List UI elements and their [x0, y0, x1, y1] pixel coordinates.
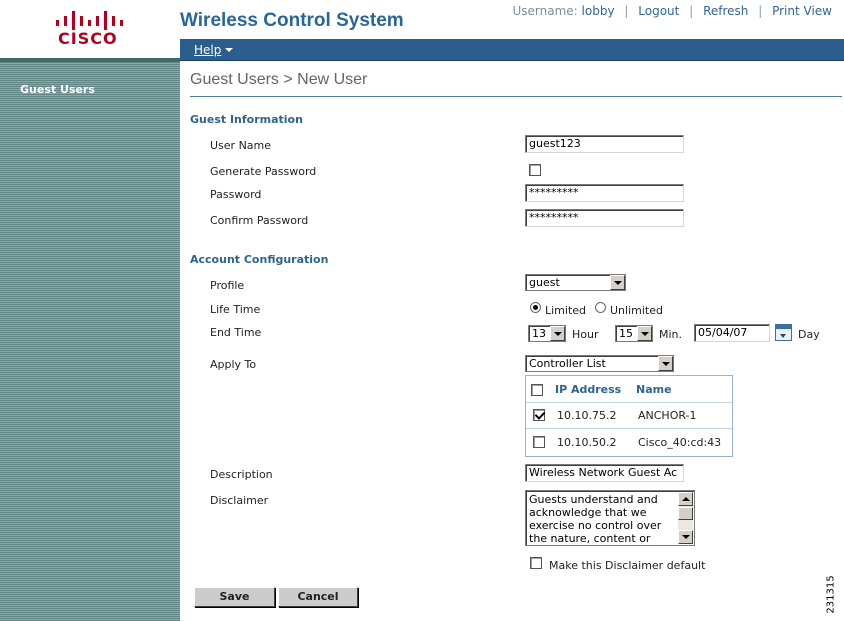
lifetime-label: Life Time: [210, 303, 261, 316]
description-input[interactable]: Wireless Network Guest Ac: [525, 464, 684, 482]
cancel-button[interactable]: Cancel: [278, 587, 358, 607]
figure-id-text: 231315: [825, 575, 837, 614]
description-label: Description: [210, 468, 273, 481]
disclaimer-scrollbar[interactable]: [678, 492, 693, 544]
row-divider: [526, 428, 732, 429]
save-button[interactable]: Save: [194, 587, 275, 607]
user-name-input[interactable]: guest123: [525, 135, 684, 153]
chevron-down-icon[interactable]: [610, 275, 625, 290]
disclaimer-line: Guests understand and: [529, 493, 658, 506]
profile-select-value: guest: [529, 276, 560, 289]
top-links: [513, 4, 833, 18]
chevron-down-icon[interactable]: [658, 356, 673, 371]
lifetime-limited-label: Limited: [545, 304, 587, 317]
disclaimer-textarea[interactable]: [525, 490, 695, 546]
password-input[interactable]: *********: [525, 184, 684, 202]
app-title: Wireless Control System: [180, 10, 404, 31]
hour-label: Hour: [572, 328, 599, 341]
logout-link[interactable]: Logout: [638, 4, 680, 18]
refresh-link[interactable]: Refresh: [703, 4, 749, 18]
generate-password-label: Generate Password: [210, 165, 317, 178]
minute-select[interactable]: [615, 325, 653, 342]
help-menu[interactable]: Help: [194, 43, 222, 57]
chevron-down-icon[interactable]: [225, 48, 233, 52]
title-divider: [190, 96, 842, 97]
controller-ip: 10.10.50.2: [557, 436, 617, 449]
controller-row-checkbox[interactable]: [533, 436, 545, 448]
row-divider: [526, 402, 732, 403]
username-value: lobby: [581, 4, 615, 18]
end-time-label: End Time: [210, 326, 262, 339]
apply-to-select-value: Controller List: [529, 357, 606, 370]
hour-select-value: 13: [532, 327, 546, 340]
minute-label: Min.: [659, 328, 683, 341]
guest-information-heading: Guest Information: [190, 113, 303, 126]
password-label: Password: [210, 188, 262, 201]
end-date-input[interactable]: 05/04/07: [694, 324, 770, 342]
print-view-link[interactable]: Print View: [772, 4, 832, 18]
controller-name: Cisco_40:cd:43: [638, 436, 722, 449]
separator: |: [624, 4, 629, 18]
confirm-password-input[interactable]: *********: [525, 209, 684, 227]
sidebar: [0, 58, 180, 621]
page-title: Guest Users > New User: [190, 71, 368, 88]
scroll-thumb[interactable]: [678, 507, 693, 520]
apply-to-label: Apply To: [210, 358, 257, 371]
name-header: Name: [636, 383, 672, 396]
cisco-logo: [0, 0, 180, 58]
figure-id: [826, 575, 840, 617]
calendar-icon[interactable]: [775, 324, 792, 341]
profile-label: Profile: [210, 279, 245, 292]
controller-table: [525, 375, 733, 457]
controller-row-checkbox[interactable]: [533, 409, 545, 421]
disclaimer-line: acknowledge that we: [529, 506, 647, 519]
disclaimer-label: Disclaimer: [210, 494, 269, 507]
separator: |: [758, 4, 763, 18]
default-disclaimer-checkbox[interactable]: [530, 557, 542, 569]
cisco-wordmark: CISCO: [58, 29, 118, 48]
chevron-down-icon[interactable]: [550, 326, 565, 341]
select-all-checkbox[interactable]: [531, 384, 543, 396]
controller-ip: 10.10.75.2: [557, 409, 617, 422]
disclaimer-line: exercise no control over: [529, 519, 662, 532]
cisco-bars-icon: [55, 10, 125, 30]
generate-password-checkbox[interactable]: [529, 164, 541, 176]
username-label: Username:: [512, 4, 578, 18]
account-configuration-heading: Account Configuration: [190, 253, 329, 266]
lifetime-unlimited-radio[interactable]: [595, 302, 606, 313]
disclaimer-line: the nature, content or: [529, 532, 651, 545]
scroll-down-icon[interactable]: [678, 530, 693, 544]
chevron-down-icon[interactable]: [637, 326, 652, 341]
confirm-password-label: Confirm Password: [210, 214, 309, 227]
apply-to-select[interactable]: [525, 355, 674, 372]
separator: |: [689, 4, 694, 18]
user-name-label: User Name: [210, 139, 272, 152]
lifetime-unlimited-label: Unlimited: [610, 304, 663, 317]
day-label: Day: [798, 328, 820, 341]
controller-name: ANCHOR-1: [638, 409, 697, 422]
hour-select[interactable]: [528, 325, 566, 342]
scroll-up-icon[interactable]: [678, 492, 693, 506]
menu-bar: [180, 39, 844, 61]
ip-address-header: IP Address: [555, 383, 622, 396]
lifetime-limited-radio[interactable]: [530, 302, 541, 313]
default-disclaimer-label: Make this Disclaimer default: [549, 559, 706, 572]
sidebar-top-band: [0, 58, 180, 62]
minute-select-value: 15: [619, 327, 633, 340]
sidebar-item-guest-users[interactable]: Guest Users: [20, 83, 95, 96]
profile-select[interactable]: [525, 274, 626, 291]
